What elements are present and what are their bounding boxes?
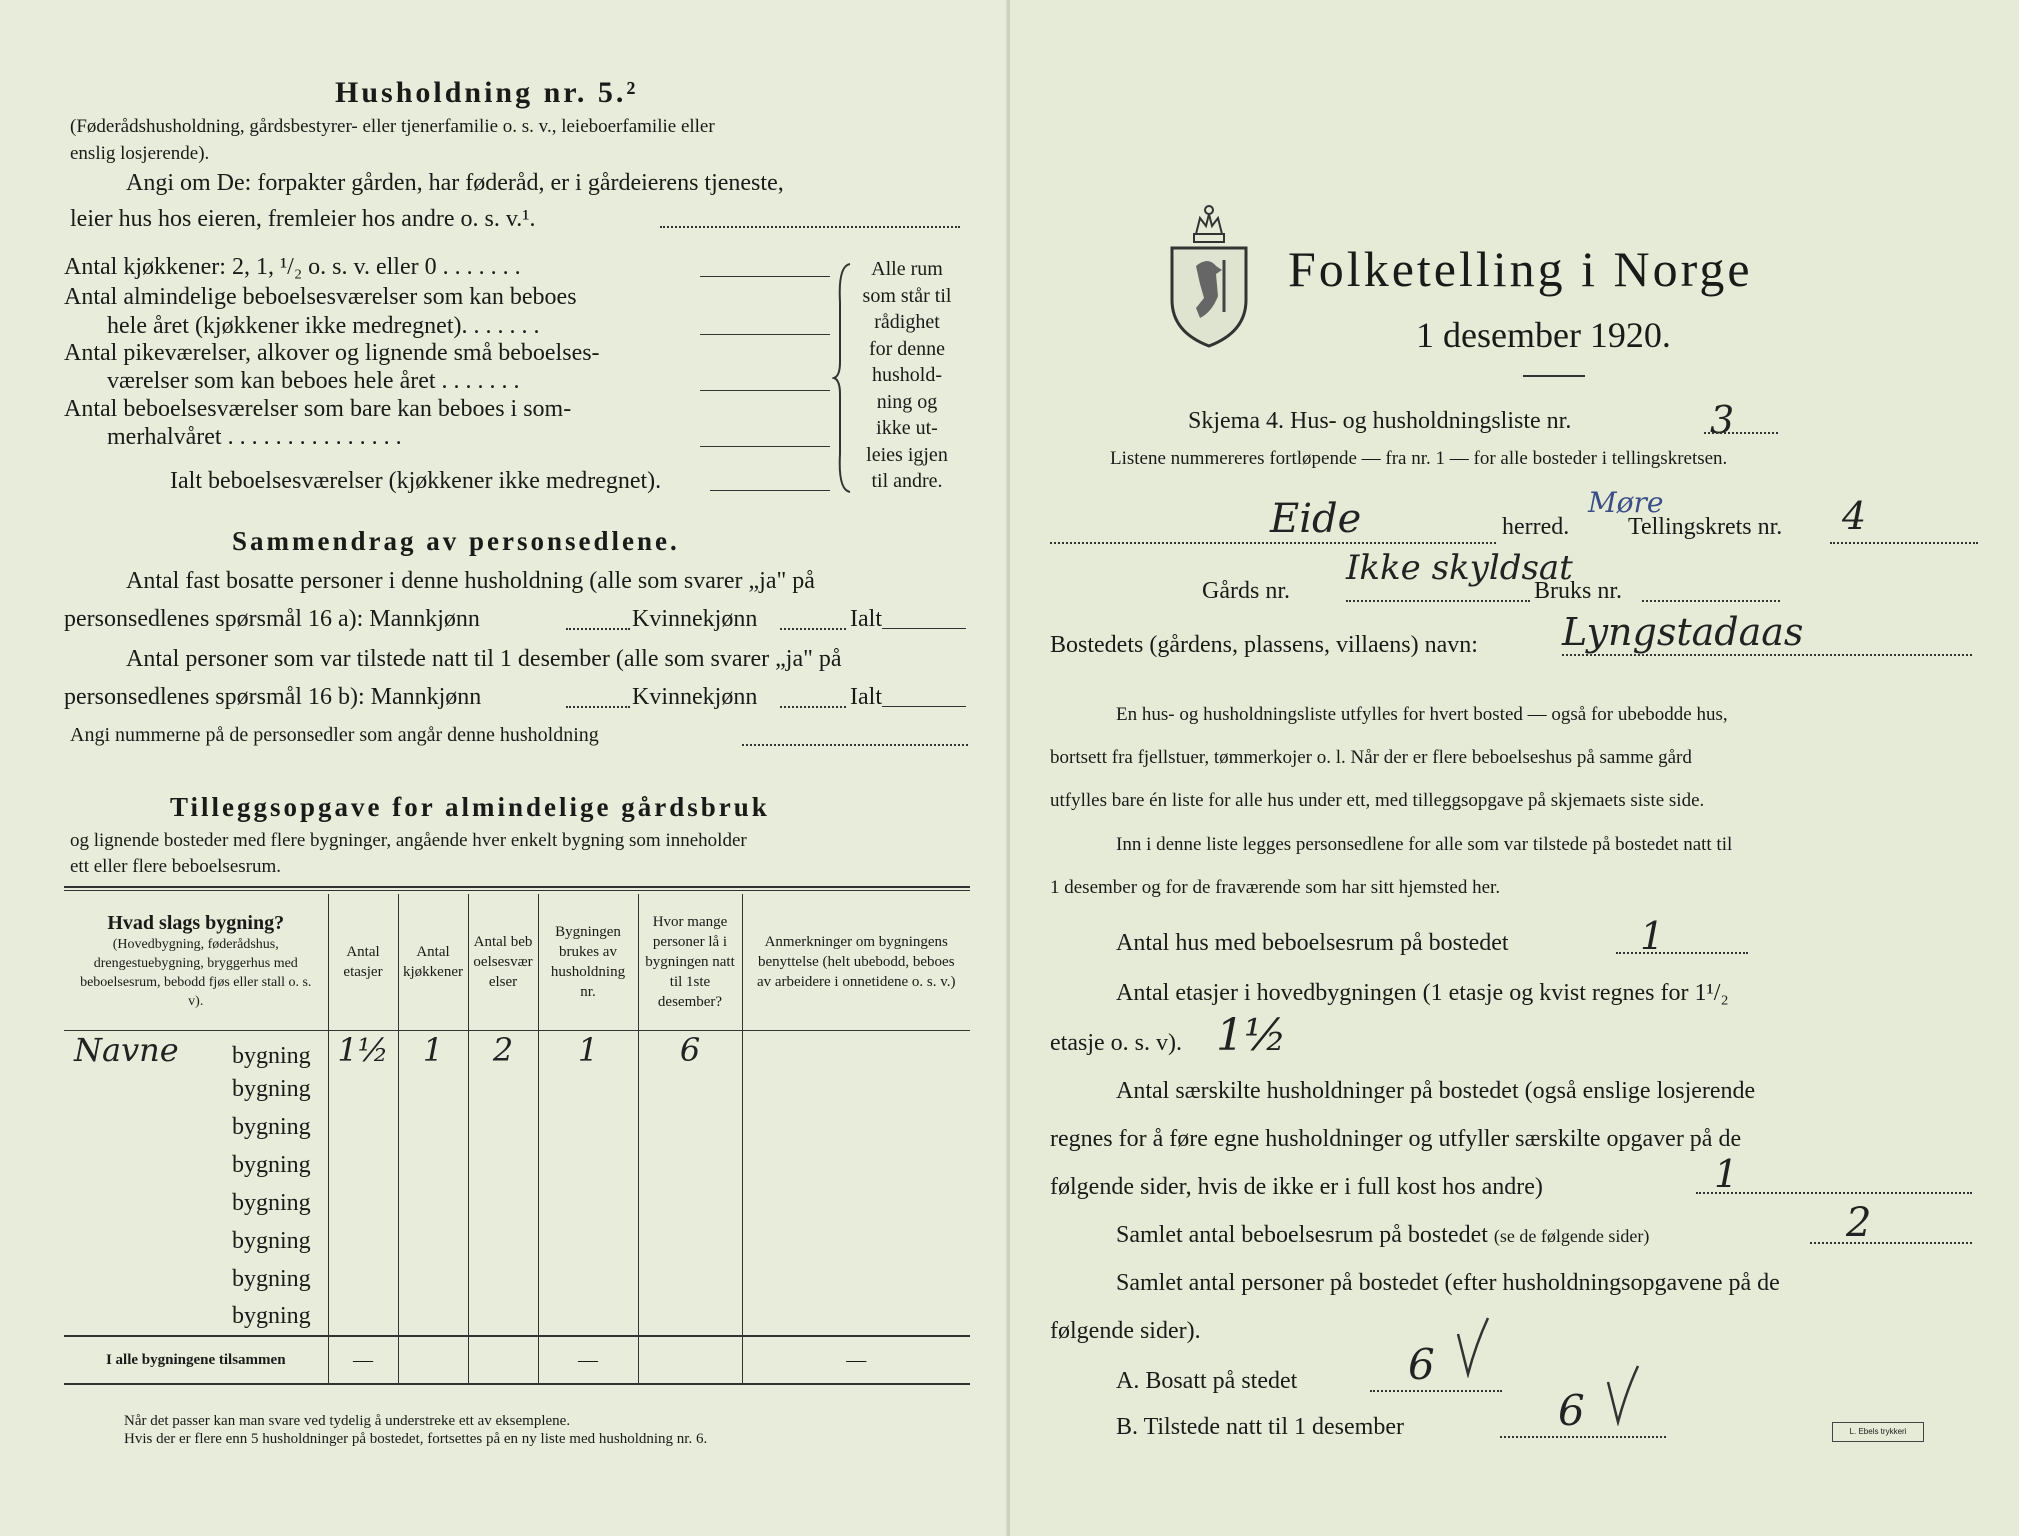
instr-4: Inn i denne liste legges personsedlene for alle som var tilstede på bostedet natt til [1116, 834, 1733, 855]
table-row [64, 1108, 970, 1146]
rooms-maids: Antal pikeværelser, alkover og lignende små beboelses- [64, 340, 600, 366]
bosted-line [1562, 654, 1972, 656]
answer-line-1 [660, 226, 960, 228]
summary-line-2: personsedlenes spørsmål 16 a): Mannkjønn [64, 606, 480, 632]
a-label: A. Bosatt på stedet [1116, 1368, 1298, 1394]
tellingskrets-value: 4 [1842, 494, 1867, 538]
angi-nummerne: Angi nummerne på de personsedler som angår denne husholdning [70, 724, 599, 746]
rooms-summer-2: merhalvåret . . . . . . . . . . . . . . . [107, 424, 402, 450]
total-dash: — [538, 1336, 638, 1384]
brace-line: Alle rum [871, 258, 943, 280]
answer-line-ordinary [700, 334, 830, 335]
hush-line-2: regnes for å føre egne husholdninger og utfyller særskilte opgaver på de [1050, 1126, 1742, 1152]
row-type-cell [64, 1030, 328, 1070]
row-hush-value: 1 [538, 1030, 638, 1070]
skjema-nr: 3 [1710, 398, 1735, 442]
table-row [64, 1146, 970, 1184]
instr-2: bortsett fra fjellstuer, tømmerkojer o. l. Når der er flere beboelseshus på samme gård [1050, 747, 1692, 768]
footnote-1-text: Når det passer kan man svare ved tydelig å understreke ett av eksemplene. [124, 1413, 571, 1429]
herred-line [1050, 542, 1496, 544]
table-top-rule-2 [64, 890, 970, 891]
hush-line-1: Antal særskilte husholdninger på bostedet (også enslige losjerende [1116, 1078, 1756, 1104]
title-divider [1523, 375, 1585, 377]
row-kjokken-value: 1 [398, 1030, 468, 1070]
tillegg-title: Tilleggsopgave for almindelige gårdsbruk [170, 792, 770, 822]
census-date: 1 desember 1920. [1416, 315, 1671, 355]
col-hush-header: Bygningen brukes av husholdning nr. [538, 894, 638, 1030]
col-personer-header: Hvor mange personer lå i bygningen natt til 1ste desember? [638, 894, 742, 1030]
brace-line: som står til [862, 284, 952, 307]
row-label: bygning [232, 1151, 311, 1178]
gards-label: Gårds nr. [1202, 578, 1290, 604]
checkmark-icon [1454, 1314, 1494, 1378]
male-line-a [566, 628, 630, 630]
pers-line-1: Samlet antal personer på bostedet (efter husholdningsopgavene på de [1116, 1270, 1780, 1296]
household-intro-2: enslig losjerende). [70, 143, 210, 164]
brace-line: hushold- [872, 364, 942, 386]
hush-line-3: følgende sider, hvis de ikke er i full kost hos andre) [1050, 1174, 1543, 1200]
skjema-line: Skjema 4. Hus- og husholdningsliste nr. [1188, 408, 1572, 434]
rooms-kitchens: Antal kjøkkener: 2, 1, ¹/₂ o. s. v. eller 0 . . . . . . . [64, 254, 521, 280]
row-label: bygning [232, 1227, 311, 1254]
right-page [1010, 0, 2019, 1536]
answer-line-kitchens [700, 276, 830, 277]
col-type-title: Hvad slags bygning? [107, 912, 285, 935]
rooms-maids-2: værelser som kan beboes hele året . . . . . . . [107, 368, 520, 394]
census-title: Folketelling i Norge [1288, 241, 1753, 297]
rum-label-text: Samlet antal beboelsesrum på bostedet [1116, 1222, 1488, 1248]
footnote-1 [124, 1413, 570, 1430]
row-personer-value: 6 [638, 1030, 742, 1070]
building-table [64, 894, 970, 1385]
b-value: 6 [1558, 1386, 1585, 1435]
total-line-a [882, 628, 966, 629]
total-label-b: Ialt [850, 684, 882, 710]
etasjer-line-1: Antal etasjer i hovedbygningen (1 etasje og kvist regnes for 1¹/₂ [1116, 980, 1729, 1006]
question-1: Angi om De: forpakter gården, har føderåd, er i gårdeierens tjeneste, [126, 170, 784, 196]
rum-line [1810, 1242, 1972, 1244]
a-value: 6 [1408, 1340, 1435, 1389]
instr-3: utfylles bare én liste for alle hus under ett, med tilleggsopgave på skjemaets siste side. [1050, 790, 1705, 811]
table-row [64, 1298, 970, 1336]
col-type-header [64, 894, 328, 1030]
tillegg-line-2: ett eller flere beboelsesrum. [70, 856, 282, 877]
col-etasjer-header: Antal etasjer [328, 894, 398, 1030]
answer-line-total [710, 490, 830, 491]
brace-line: for denne [868, 337, 946, 360]
a-line [1370, 1390, 1502, 1392]
summary-line-1: Antal fast bosatte personer i denne husholdning (alle som svarer „ja" på [126, 568, 815, 594]
summary-line-4: personsedlenes spørsmål 16 b): Mannkjønn [64, 684, 482, 710]
rooms-total: Ialt beboelsesværelser (kjøkkener ikke medregnet). [170, 468, 662, 494]
brace-line: ning og [876, 390, 938, 413]
tillegg-line-1: og lignende bosteder med flere bygninger, angående hver enkelt bygning som inneholder [70, 830, 747, 851]
summary-line-3: Antal personer som var tilstede natt til 1 desember (alle som svarer „ja" på [126, 646, 842, 672]
col-anm-header: Anmerkninger om bygningens benyttelse (helt ubebodd, beboes av arbeidere i onnetidene o. s. v.) [742, 894, 970, 1030]
row-label: bygning [232, 1075, 311, 1102]
household-title: Husholdning nr. 5.² [335, 76, 639, 109]
hus-label: Antal hus med beboelsesrum på bostedet [1116, 930, 1509, 956]
table-row [64, 1260, 970, 1298]
table-row [64, 1184, 970, 1222]
question-1b: leier hus hos eieren, fremleier hos andre o. s. v.¹. [70, 206, 536, 232]
total-label-a: Ialt [850, 606, 882, 632]
hus-line [1616, 952, 1748, 954]
bruks-label: Bruks nr. [1534, 578, 1623, 604]
instr-1: En hus- og husholdningsliste utfylles for hvert bosted — også for ubebodde hus, [1116, 704, 1728, 725]
gards-value: Ikke skyldsat [1346, 548, 1573, 588]
bosted-label [1050, 632, 1478, 659]
tellingskrets-label: Tellingskrets nr. [1628, 514, 1783, 540]
rooms-ordinary-2: hele året (kjøkkener ikke medregnet). . . . . . . [107, 313, 540, 339]
brace-line: til andre. [871, 470, 943, 492]
table-total-row [64, 1336, 970, 1384]
row-label: bygning [232, 1189, 311, 1216]
total-label: I alle bygningene tilsammen [105, 1351, 286, 1368]
female-line-a [780, 628, 846, 630]
table-header-row [64, 894, 970, 1030]
etasjer-value: 1½ [1216, 1010, 1287, 1061]
household-intro: (Føderådshusholdning, gårdsbestyrer- eller tjenerfamilie o. s. v., leieboerfamilie eller [70, 116, 715, 137]
hus-value: 1 [1640, 914, 1665, 958]
table-row [64, 1070, 970, 1108]
answer-line-summer [700, 446, 830, 447]
rum-note: (se de følgende sider) [1493, 1226, 1650, 1246]
total-dash: — [328, 1336, 398, 1384]
brace-line: ikke ut- [876, 417, 938, 439]
row-vaerelser-value: 2 [468, 1030, 538, 1070]
tellingskrets-line [1830, 542, 1978, 544]
male-line-b [566, 706, 630, 708]
angi-line [742, 744, 968, 746]
herred-label: herred. [1502, 514, 1570, 540]
hush-line [1696, 1192, 1972, 1194]
brace-line: leies igjen [866, 443, 948, 466]
listene-note: Listene nummereres fortløpende — fra nr. 1 — for alle bosteder i tellingskretsen. [1110, 448, 1728, 469]
brace-note [852, 256, 962, 495]
footnote-2: Hvis der er flere enn 5 husholdninger på bostedet, fortsettes på en ny liste med husholdning nr. 6. [124, 1431, 708, 1447]
total-line-b [882, 706, 966, 707]
pers-line-2: følgende sider). [1050, 1318, 1201, 1344]
fylke-value: Møre [1588, 486, 1664, 519]
checkmark-icon [1604, 1362, 1644, 1426]
skjema-nr-line [1704, 432, 1778, 434]
rooms-ordinary: Antal almindelige beboelsesværelser som kan beboes [64, 284, 577, 310]
brace-line: rådighet [874, 311, 940, 333]
col-type-note: (Hovedbygning, føderådshus, drengestuebygning, bryggerhus med beboelsesrum, bebodd fjøs eller stall o. s. v). [80, 937, 312, 1010]
female-label-b: Kvinnekjønn [632, 684, 758, 710]
row-label: bygning [232, 1113, 311, 1140]
row-label: bygning [232, 1303, 311, 1329]
b-label: B. Tilstede natt til 1 desember [1116, 1414, 1404, 1440]
table-row [64, 1222, 970, 1260]
b-line [1500, 1436, 1666, 1438]
row-anm-cell [742, 1030, 970, 1070]
female-line-b [780, 706, 846, 708]
rum-label [1116, 1222, 1649, 1249]
row-label: bygning [232, 1042, 311, 1069]
herred-value: Eide [1270, 496, 1362, 542]
total-dash: — [742, 1336, 970, 1384]
answer-line-maids [700, 390, 830, 391]
bosted-label-text: Bostedets (gårdens, plassens, villaens) navn: [1050, 632, 1478, 658]
etasjer-line-2: etasje o. s. v). [1050, 1030, 1182, 1056]
hush-value: 1 [1714, 1152, 1739, 1196]
summary-title: Sammendrag av personsedlene. [232, 526, 680, 556]
bruks-line [1642, 600, 1780, 602]
col-vaerelser-header: Antal beboelsesværelser [468, 894, 538, 1030]
row-type-value: Navne [74, 1030, 179, 1069]
col-kjokken-header: Antal kjøkkener [398, 894, 468, 1030]
bosted-value: Lyngstadaas [1562, 610, 1804, 654]
rum-value: 2 [1846, 1200, 1872, 1246]
rooms-summer: Antal beboelsesværelser som bare kan beboes i som- [64, 396, 572, 422]
coat-of-arms-icon [1166, 200, 1252, 350]
printer-stamp: L. Ebels trykkeri [1832, 1422, 1924, 1442]
table-top-rule [64, 886, 970, 888]
instr-5: 1 desember og for de fraværende som har sitt hjemsted her. [1050, 877, 1501, 898]
row-etasjer-value: 1½ [328, 1030, 398, 1070]
table-row [64, 1030, 970, 1070]
row-label: bygning [232, 1265, 311, 1292]
gards-line [1346, 600, 1530, 602]
female-label-a: Kvinnekjønn [632, 606, 758, 632]
